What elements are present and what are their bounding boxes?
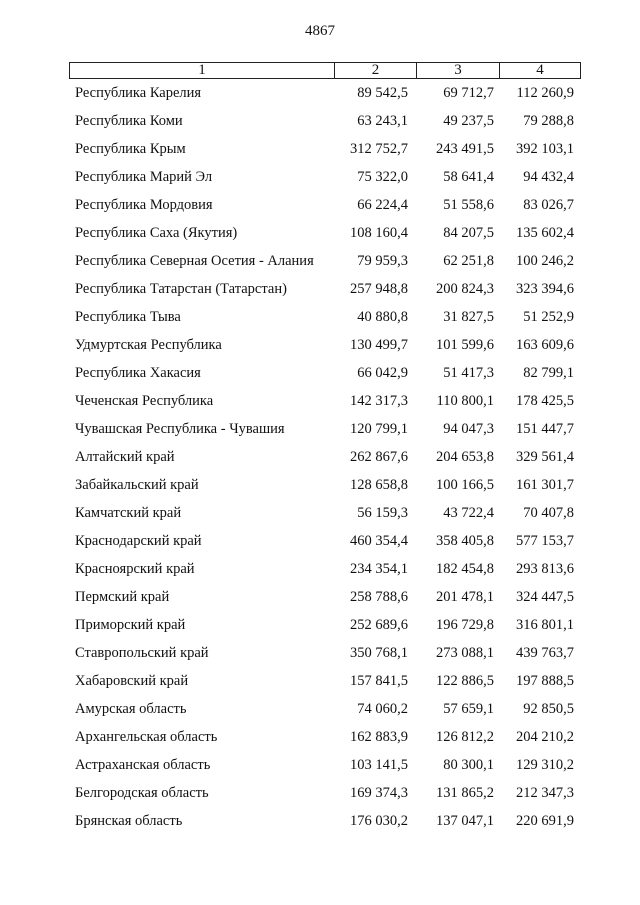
- value-col-2: 74 060,2: [357, 701, 408, 717]
- value-col-2: 128 658,8: [350, 477, 408, 493]
- value-col-2: 75 322,0: [357, 169, 408, 185]
- value-col-4: 151 447,7: [516, 421, 574, 437]
- table-row: [0, 138, 640, 166]
- value-col-2: 142 317,3: [350, 393, 408, 409]
- value-col-4: 163 609,6: [516, 337, 574, 353]
- value-col-3: 51 417,3: [443, 365, 494, 381]
- value-col-2: 108 160,4: [350, 225, 408, 241]
- value-col-2: 176 030,2: [350, 813, 408, 829]
- table-row: [0, 418, 640, 446]
- value-col-3: 204 653,8: [436, 449, 494, 465]
- value-col-3: 131 865,2: [436, 785, 494, 801]
- table-row: [0, 306, 640, 334]
- value-col-4: 212 347,3: [516, 785, 574, 801]
- value-col-3: 201 478,1: [436, 589, 494, 605]
- value-col-2: 130 499,7: [350, 337, 408, 353]
- value-col-4: 392 103,1: [516, 141, 574, 157]
- value-col-2: 257 948,8: [350, 281, 408, 297]
- region-name: Забайкальский край: [75, 477, 199, 493]
- table-row: [0, 726, 640, 754]
- region-name: Чувашская Республика - Чувашия: [75, 421, 285, 437]
- value-col-3: 31 827,5: [443, 309, 494, 325]
- region-name: Красноярский край: [75, 561, 195, 577]
- region-name: Архангельская область: [75, 729, 218, 745]
- value-col-4: 220 691,9: [516, 813, 574, 829]
- region-name: Белгородская область: [75, 785, 209, 801]
- value-col-2: 120 799,1: [350, 421, 408, 437]
- header-col-4: 4: [536, 62, 544, 78]
- value-col-4: 161 301,7: [516, 477, 574, 493]
- value-col-2: 350 768,1: [350, 645, 408, 661]
- value-col-2: 258 788,6: [350, 589, 408, 605]
- value-col-4: 577 153,7: [516, 533, 574, 549]
- table-row: [0, 810, 640, 838]
- value-col-3: 57 659,1: [443, 701, 494, 717]
- table-row: [0, 642, 640, 670]
- header-col-1: 1: [70, 63, 335, 78]
- value-col-3: 200 824,3: [436, 281, 494, 297]
- value-col-2: 89 542,5: [357, 85, 408, 101]
- value-col-3: 62 251,8: [443, 253, 494, 269]
- region-name: Республика Тыва: [75, 309, 181, 325]
- value-col-3: 84 207,5: [443, 225, 494, 241]
- region-name: Республика Марий Эл: [75, 169, 213, 185]
- value-col-4: 83 026,7: [523, 197, 574, 213]
- value-col-3: 49 237,5: [443, 113, 494, 129]
- region-name: Республика Татарстан (Татарстан): [75, 281, 287, 297]
- value-col-3: 243 491,5: [436, 141, 494, 157]
- value-col-2: 262 867,6: [350, 449, 408, 465]
- region-name: Чеченская Республика: [75, 393, 214, 409]
- value-col-4: 100 246,2: [516, 253, 574, 269]
- value-col-4: 94 432,4: [523, 169, 574, 185]
- value-col-3: 182 454,8: [436, 561, 494, 577]
- region-name: Алтайский край: [75, 449, 175, 465]
- value-col-3: 58 641,4: [443, 169, 494, 185]
- region-name: Республика Мордовия: [75, 197, 213, 213]
- table-row: [0, 502, 640, 530]
- value-col-4: 323 394,6: [516, 281, 574, 297]
- header-col-3: 3: [417, 63, 500, 78]
- value-col-3: 101 599,6: [436, 337, 494, 353]
- value-col-3: 137 047,1: [436, 813, 494, 829]
- table-row: [0, 82, 640, 110]
- table-row: [0, 754, 640, 782]
- value-col-3: 69 712,7: [443, 85, 494, 101]
- value-col-4: 82 799,1: [523, 365, 574, 381]
- value-col-2: 66 224,4: [357, 197, 408, 213]
- value-col-3: 80 300,1: [443, 757, 494, 773]
- region-name: Удмуртская Республика: [75, 337, 222, 353]
- region-name: Республика Коми: [75, 113, 183, 129]
- value-col-4: 439 763,7: [516, 645, 574, 661]
- value-col-3: 94 047,3: [443, 421, 494, 437]
- value-col-3: 100 166,5: [436, 477, 494, 493]
- value-col-2: 40 880,8: [357, 309, 408, 325]
- value-col-2: 460 354,4: [350, 533, 408, 549]
- value-col-4: 293 813,6: [516, 561, 574, 577]
- value-col-2: 169 374,3: [350, 785, 408, 801]
- table-row: [0, 614, 640, 642]
- value-col-2: 103 141,5: [350, 757, 408, 773]
- table-row: [0, 194, 640, 222]
- value-col-3: 122 886,5: [436, 673, 494, 689]
- region-name: Хабаровский край: [75, 673, 189, 689]
- value-col-3: 51 558,6: [443, 197, 494, 213]
- value-col-2: 234 354,1: [350, 561, 408, 577]
- table-row: [0, 110, 640, 138]
- region-name: Краснодарский край: [75, 533, 202, 549]
- region-name: Республика Саха (Якутия): [75, 225, 238, 241]
- value-col-2: 162 883,9: [350, 729, 408, 745]
- region-name: Камчатский край: [75, 505, 182, 521]
- region-name: Брянская область: [75, 813, 183, 829]
- table-row: [0, 474, 640, 502]
- value-col-2: 312 752,7: [350, 141, 408, 157]
- value-col-4: 324 447,5: [516, 589, 574, 605]
- value-col-4: 92 850,5: [523, 701, 574, 717]
- table-row: [0, 558, 640, 586]
- value-col-2: 79 959,3: [357, 253, 408, 269]
- region-name: Астраханская область: [75, 757, 211, 773]
- value-col-3: 126 812,2: [436, 729, 494, 745]
- region-name: Пермский край: [75, 589, 170, 605]
- region-name: Амурская область: [75, 701, 187, 717]
- value-col-4: 197 888,5: [516, 673, 574, 689]
- table-row: [0, 446, 640, 474]
- table-row: [0, 166, 640, 194]
- value-col-3: 196 729,8: [436, 617, 494, 633]
- value-col-4: 135 602,4: [516, 225, 574, 241]
- value-col-3: 110 800,1: [436, 393, 494, 409]
- table-row: [0, 222, 640, 250]
- value-col-4: 178 425,5: [516, 393, 574, 409]
- region-name: Ставропольский край: [75, 645, 209, 661]
- table-row: [0, 362, 640, 390]
- value-col-4: 79 288,8: [523, 113, 574, 129]
- table-row: [0, 586, 640, 614]
- header-col-2: 2: [335, 63, 417, 78]
- value-col-4: 112 260,9: [516, 85, 574, 101]
- table-row: [0, 390, 640, 418]
- table-row: [0, 530, 640, 558]
- value-col-2: 66 042,9: [357, 365, 408, 381]
- value-col-4: 70 407,8: [523, 505, 574, 521]
- table-body: [0, 82, 640, 838]
- region-name: Республика Хакасия: [75, 365, 201, 381]
- value-col-4: 129 310,2: [516, 757, 574, 773]
- region-name: Республика Карелия: [75, 85, 202, 101]
- value-col-4: 316 801,1: [516, 617, 574, 633]
- table-row: [0, 278, 640, 306]
- value-col-4: 51 252,9: [523, 309, 574, 325]
- value-col-2: 252 689,6: [350, 617, 408, 633]
- region-name: Приморский край: [75, 617, 186, 633]
- table-row: [0, 334, 640, 362]
- table-row: [0, 670, 640, 698]
- page-number: 4867: [305, 23, 335, 39]
- value-col-4: 329 561,4: [516, 449, 574, 465]
- value-col-3: 358 405,8: [436, 533, 494, 549]
- table-row: [0, 782, 640, 810]
- value-col-3: 43 722,4: [443, 505, 494, 521]
- table-row: [0, 250, 640, 278]
- region-name: Республика Крым: [75, 141, 186, 157]
- value-col-2: 63 243,1: [357, 113, 408, 129]
- region-name: Республика Северная Осетия - Алания: [75, 253, 314, 269]
- value-col-2: 157 841,5: [350, 673, 408, 689]
- table-header: [69, 62, 581, 79]
- table-row: [0, 698, 640, 726]
- value-col-3: 273 088,1: [436, 645, 494, 661]
- value-col-2: 56 159,3: [357, 505, 408, 521]
- value-col-4: 204 210,2: [516, 729, 574, 745]
